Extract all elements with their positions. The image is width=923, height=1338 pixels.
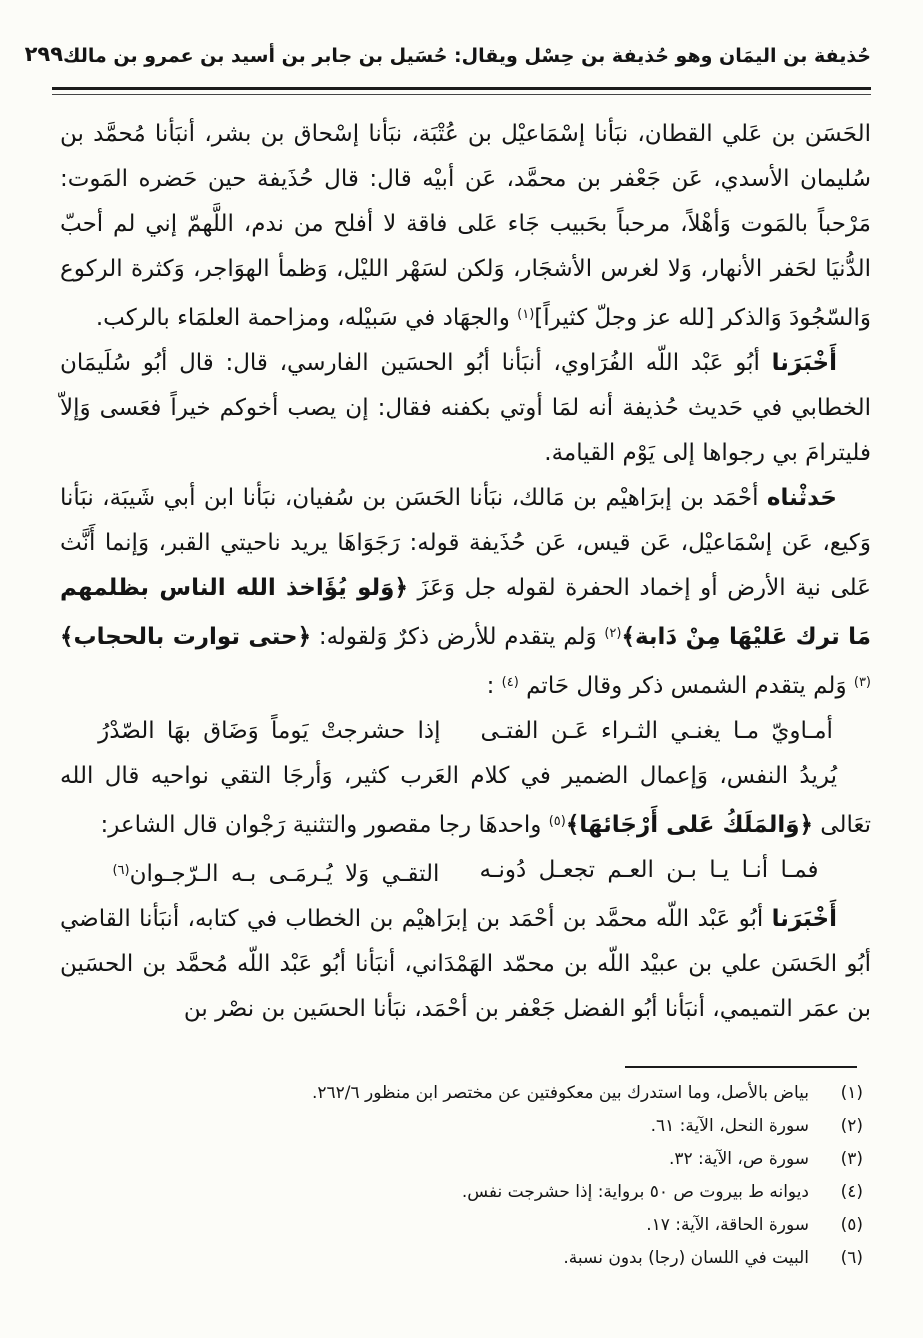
footnote-item bbox=[60, 1242, 863, 1275]
footnote-text: سورة النحل، الآية: ٦١. bbox=[650, 1116, 809, 1136]
verse-first-hemistich: أمـاويّ مـا يغنـي الثـراء عَـن الفتـى bbox=[480, 718, 833, 744]
header-rule bbox=[52, 87, 871, 95]
footnote-ref: (٣) bbox=[853, 675, 871, 690]
footnote-list bbox=[60, 1077, 863, 1275]
body-text bbox=[60, 112, 871, 1032]
footnote-item bbox=[60, 1143, 863, 1176]
footnote-ref: (٢) bbox=[604, 626, 622, 641]
body-run: الحَسَن بن عَلي القطان، نبَأنا إسْمَاعيْل بن عُتْبَة، نبَأنا إسْحاق بن بشر، أنبَأنا مُحمَّد بن سُليمان الأسدي، عَن جَعْفر بن محمَّد، عَن أبيْه قال: قال حُذَيفة حين حَضره المَوت: مَرْحباً بالمَوت وَأهْلاً، مرحباً بحَبيب جَاء عَلى فاقة لا أفلح من ندم، اللَّهمّ إني لم أحبّ الدُّنيَا لحَفر الأنهار، وَلا لغرس الأشجَار، وَلكن لسَهْر الليْل، وَظمأ الهوَاجر، وَكثرة الركوع وَالسّجُودَ وَالذكر [لله عز وجلّ كثيراً] bbox=[60, 121, 871, 331]
footnote-text: سورة ص، الآية: ٣٢. bbox=[668, 1149, 809, 1169]
body-run: أحْمَد بن إبرَاهيْم بن مَالك، نبَأنا الحَسَن بن سُفيان، نبَأنا ابن أبي شَيبَة، نبَأنا وَكيع، عَن إسْمَاعيْل، عَن قيس، عَن حُذَيفة قوله: رَجَوَاهَا يريد ناحيتي القبر، وَإنما أَنَّث عَلى نية الأرض أو إخماد الحفرة لقوله جل وَعَزَ bbox=[60, 485, 871, 601]
page-number: ٢٩٩ bbox=[24, 42, 64, 66]
footnotes-section bbox=[60, 1066, 863, 1275]
paragraph bbox=[60, 112, 871, 341]
quran-quote: أَخْبَرَنا bbox=[771, 350, 837, 376]
footnote-text: ديوانه ط بيروت ص ٥٠ برواية: إذا حشرجت نفس. bbox=[461, 1182, 809, 1202]
footnote-number: (٣) bbox=[840, 1149, 863, 1169]
paragraph bbox=[60, 341, 871, 476]
footnote-text: سورة الحاقة، الآية: ١٧. bbox=[646, 1215, 809, 1235]
footnote-ref: (٥) bbox=[548, 814, 566, 829]
verse-first-hemistich: فمـا أنـا يـا بـن العـم تجعـل دُونـه bbox=[479, 857, 819, 883]
quran-quote: حَدثْناه bbox=[766, 485, 837, 511]
body-run: وَلم يتقدم الشمس ذكر وقال حَاتم bbox=[518, 673, 854, 699]
quran-quote: ﴿وَلو يُؤَاخذ الله الناس بظلمهم مَا ترك عَليْهَا مِنْ دَابة﴾ bbox=[60, 575, 871, 650]
quran-quote: أَخْبَرَنا bbox=[771, 906, 837, 932]
body-run: أبُو عَبْد اللّه محمَّد بن أحْمَد بن إبرَاهيْم بن الخطاب في كتابه، أنبَأنا القاضي أبُو الحَسَن علي بن عبيْد اللّه بن محمّد الهَمْدَاني، أنبَأنا أبُو عَبْد اللّه مُحمَّد بن الحسَين بن عمَر التميمي، أنبَأنا أبُو الفضل جَعْفر بن أحْمَد، نبَأنا الحسَين بن نصْر بن bbox=[60, 906, 871, 1022]
body-run: أبُو عَبْد اللّه الفُرَاوي، أنبَأنا أبُو الحسَين الفارسي، قال: قال أبُو سُلَيمَان الخطابي في حَديث حُذيفة أنه لمَا أوتي بكفنه فقال: إن يصب أخوكم خيراً فعَسى وَإلاّ فليترامَ بي رجواها إلى يَوْم القيامة. bbox=[60, 350, 871, 466]
verse-second-hemistich: إذا حشرجتْ يَوماً وَضَاق بهَا الصّدْرُ bbox=[98, 718, 441, 744]
verse-second-hemistich: التقـي وَلا يُـرمَـى بـه الـرّجـوان$^{(٦)}$ bbox=[112, 861, 440, 887]
footnote-item bbox=[60, 1209, 863, 1242]
footnote-ref: (٤) bbox=[501, 675, 519, 690]
footnote-number: (٢) bbox=[840, 1116, 863, 1136]
footnote-number: (٤) bbox=[840, 1182, 863, 1202]
paragraph bbox=[60, 476, 871, 709]
footnote-separator bbox=[625, 1066, 857, 1068]
verse-line bbox=[60, 709, 871, 754]
footnote-item bbox=[60, 1176, 863, 1209]
footnote-number: (٥) bbox=[840, 1215, 863, 1235]
footnote-number: (١) bbox=[840, 1083, 863, 1103]
footnote-text: بياض بالأصل، وما استدرك بين معكوفتين عن مختصر ابن منظور ٢٦٢/٦. bbox=[311, 1083, 809, 1103]
body-run: واحدهَا رجا مقصور والتثنية رَجْوان قال الشاعر: bbox=[100, 812, 549, 838]
paragraph bbox=[60, 897, 871, 1032]
footnote-ref: (٦) bbox=[112, 863, 130, 878]
footnote-item bbox=[60, 1110, 863, 1143]
body-run: يُريدُ النفس، وَإعمال الضمير في كلام العَرب كثير، وَأرجَا التقي نواحيه قال الله تعَالى bbox=[60, 763, 871, 838]
quran-quote: ﴿حتى توارت بالحجاب﴾ bbox=[60, 624, 312, 650]
quran-quote: ﴿وَالمَلَكُ عَلى أَرْجَائهَا﴾ bbox=[565, 812, 813, 838]
body-run: : bbox=[486, 673, 502, 699]
running-head-title: حُذيفة بن اليمَان وهو حُذيفة بن حِسْل ويقال: حُسَيل بن جابر بن أسيد بن عمرو بن مالك bbox=[63, 45, 871, 67]
footnote-number: (٦) bbox=[840, 1248, 863, 1268]
paragraph bbox=[60, 754, 871, 848]
page-header bbox=[24, 42, 871, 67]
body-run: والجهَاد في سَبيْله، ومزاحمة العلمَاء بالركب. bbox=[95, 305, 518, 331]
footnote-text: البيت في اللسان (رجا) بدون نسبة. bbox=[563, 1248, 809, 1268]
body-run: وَلم يتقدم للأرض ذكرٌ وَلقوله: bbox=[311, 624, 605, 650]
footnote-ref: (١) bbox=[517, 307, 535, 322]
footnote-item bbox=[60, 1077, 863, 1110]
verse-line bbox=[60, 848, 871, 897]
